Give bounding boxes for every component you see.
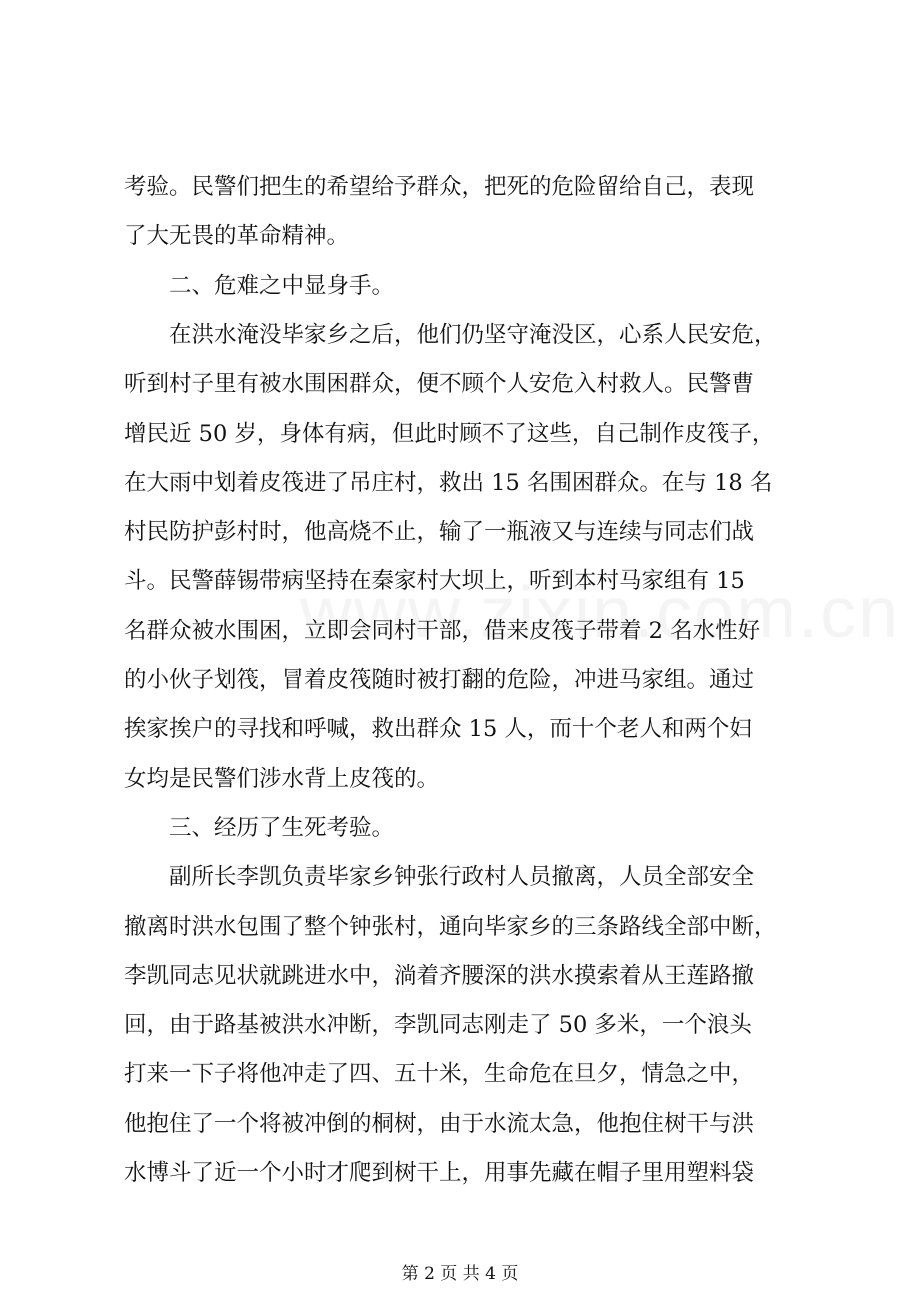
text-line: 的小伙子划筏，冒着皮筏随时被打翻的危险，冲进马家组。通过 — [124, 667, 755, 693]
text-line: 撤离时洪水包围了整个钟张村，通向毕家乡的三条路线全部中断， — [124, 913, 777, 940]
page-footer: 第 2 页 共 4 页 — [401, 1264, 519, 1284]
text-line: 考验。民警们把生的希望给予群众，把死的危险留给自己，表现 — [124, 174, 755, 200]
text-line: 了大无畏的革命精神。 — [124, 223, 350, 250]
text-line: 听到村子里有被水围困群众，便不顾个人安危入村救人。民警曹 — [124, 371, 755, 398]
text-line: 增民近 50 岁，身体有病，但此时顾不了这些，自己制作皮筏子， — [124, 420, 775, 447]
text-line: 挨家挨户的寻找和呼喊，救出群众 15 人，而十个老人和两个妇 — [124, 716, 752, 743]
text-line: 名群众被水围困，立即会同村干部，借来皮筏子带着 2 名水性好 — [124, 617, 761, 644]
text-line: 李凯同志见状就跳进水中，淌着齐腰深的洪水摸索着从王莲路撤 — [124, 962, 755, 989]
text-line: 回，由于路基被洪水冲断，李凯同志刚走了 50 多米，一个浪头 — [124, 1012, 752, 1039]
text-line: 女均是民警们涉水背上皮筏的。 — [124, 765, 440, 792]
text-line: 在大雨中划着皮筏进了吊庄村，救出 15 名围困群众。在与 18 名 — [124, 469, 773, 496]
text-line: 副所长李凯负责毕家乡钟张行政村人员撤离，人员全部安全 — [124, 864, 755, 891]
text-line: 在洪水淹没毕家乡之后，他们仍坚守淹没区，心系人民安危， — [124, 321, 777, 348]
text-line: 村民防护彭村时，他高烧不止，输了一瓶液又与连续与同志们战 — [124, 519, 755, 546]
section-heading: 二、危难之中显身手。 — [124, 272, 395, 299]
section-heading: 三、经历了生死考验。 — [124, 814, 395, 841]
text-line: 水博斗了近一个小时才爬到树干上，用事先藏在帽子里用塑料袋 — [124, 1160, 755, 1186]
text-line: 他抱住了一个将被冲倒的桐树，由于水流太急，他抱住树干与洪 — [124, 1110, 755, 1137]
text-line: 斗。民警薛锡带病坚持在秦家村大坝上，听到本村马家组有 15 — [124, 568, 745, 595]
text-line: 打来一下子将他冲走了四、五十米，生命危在旦夕，情急之中， — [124, 1061, 755, 1088]
